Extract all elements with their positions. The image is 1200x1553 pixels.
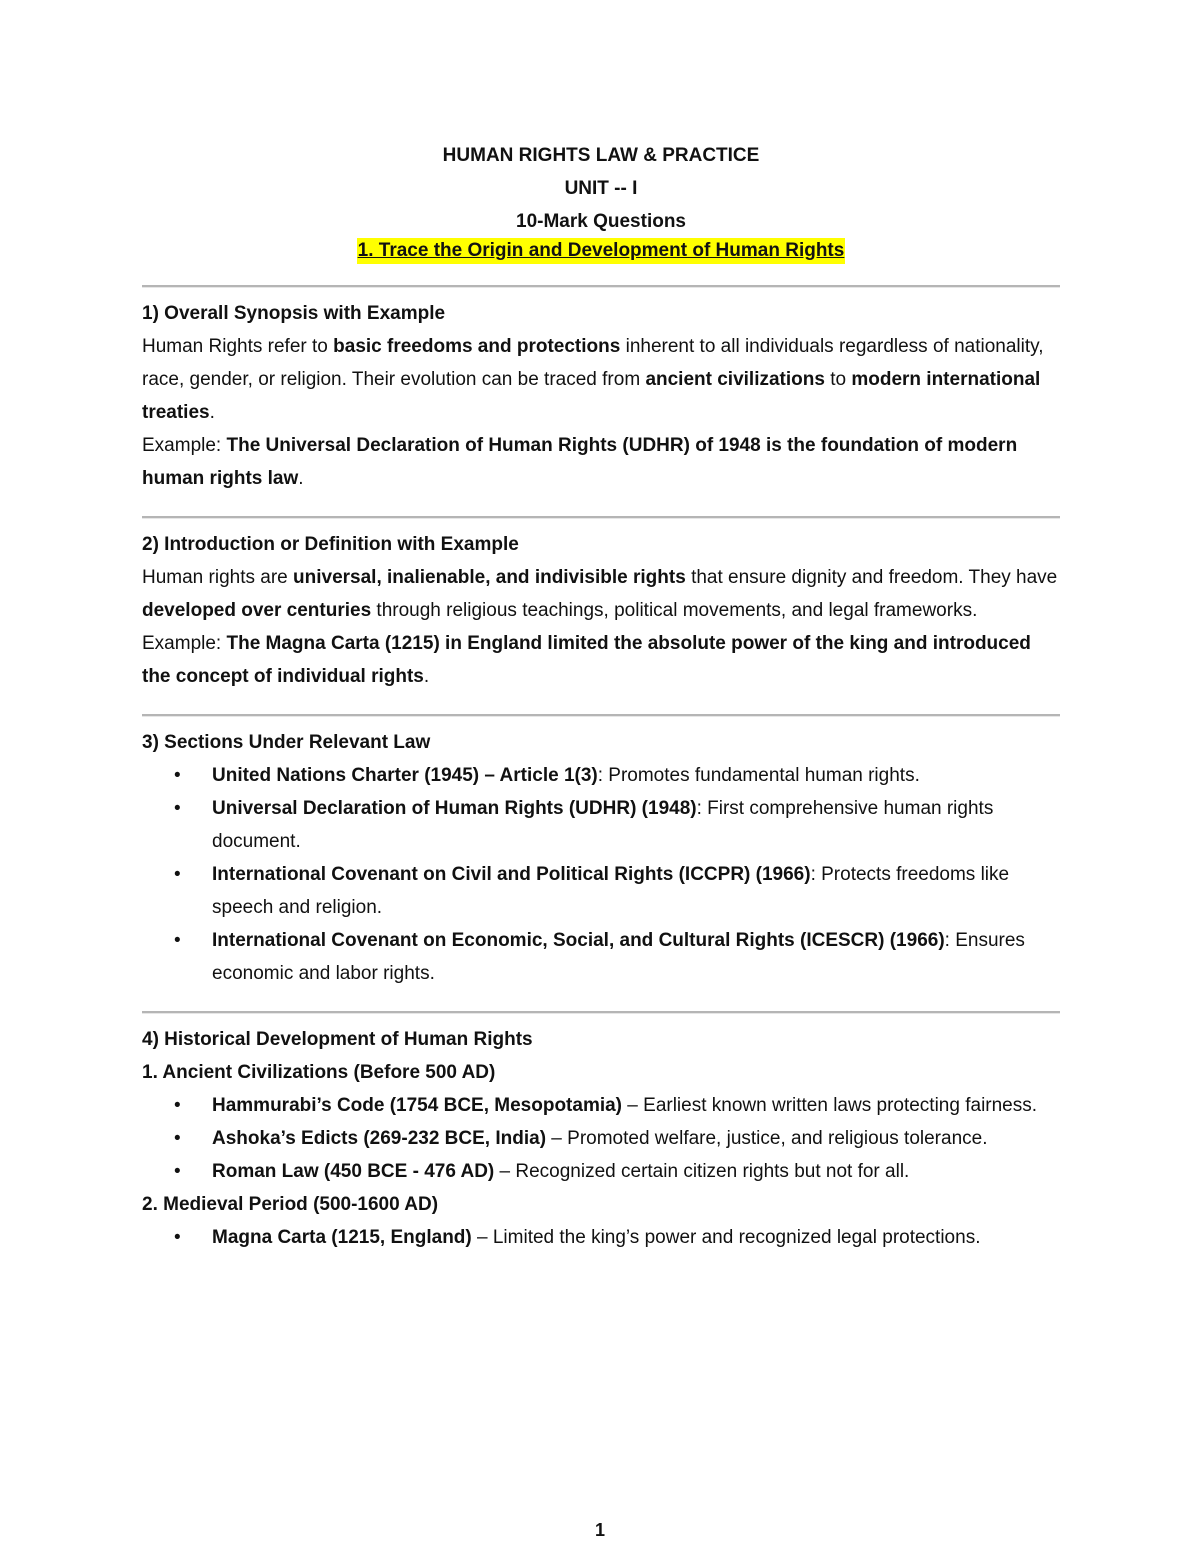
section-2-example bbox=[142, 627, 1060, 693]
medieval-list bbox=[142, 1221, 1060, 1254]
text-run: Human rights are bbox=[142, 567, 294, 588]
bold-run: Hammurabi’s Code (1754 BCE, Mesopotamia) bbox=[212, 1095, 623, 1116]
document-title: HUMAN RIGHTS LAW & PRACTICE bbox=[442, 145, 760, 166]
text-run: to bbox=[824, 369, 852, 390]
bold-run: developed over centuries bbox=[142, 600, 372, 621]
text-run: : Promotes fundamental human rights. bbox=[597, 765, 920, 786]
unit-label: UNIT -- I bbox=[564, 178, 638, 199]
bold-run: Magna Carta (1215, England) bbox=[212, 1227, 472, 1248]
section-1-example bbox=[142, 429, 1060, 495]
text-run: – Limited the king’s power and recognized legal protections. bbox=[471, 1227, 981, 1248]
page-number: 1 bbox=[594, 1520, 605, 1540]
document-subtitle: 10-Mark Questions bbox=[516, 211, 686, 232]
bold-run: modern international treaties bbox=[142, 369, 1041, 423]
text-run: – Earliest known written laws protecting fairness. bbox=[622, 1095, 1038, 1116]
subsection-ancient-heading: 1. Ancient Civilizations (Before 500 AD) bbox=[142, 1062, 496, 1083]
list-item bbox=[142, 759, 1060, 792]
section-2-heading: 2) Introduction or Definition with Example bbox=[142, 534, 519, 555]
bold-run: United Nations Charter (1945) – Article 1(3) bbox=[212, 765, 598, 786]
text-run: . bbox=[423, 666, 430, 687]
bold-run: ancient civilizations bbox=[645, 369, 825, 390]
bold-run: International Covenant on Economic, Social, and Cultural Rights (ICESCR) (1966) bbox=[212, 930, 945, 951]
list-item bbox=[142, 792, 1060, 858]
list-item bbox=[142, 1089, 1060, 1122]
example-text: The Universal Declaration of Human Rights (UDHR) of 1948 is the foundation of modern human rights law bbox=[142, 435, 1018, 489]
question-heading-row bbox=[142, 238, 1060, 271]
text-run: – Promoted welfare, justice, and religious tolerance. bbox=[546, 1128, 988, 1149]
list-item bbox=[142, 1155, 1060, 1188]
example-label: Example: bbox=[142, 435, 227, 456]
section-4-heading: 4) Historical Development of Human Rights bbox=[142, 1029, 533, 1050]
subsection-medieval-heading: 2. Medieval Period (500-1600 AD) bbox=[142, 1194, 439, 1215]
text-run: Human Rights refer to bbox=[142, 336, 334, 357]
question-title: 1. Trace the Origin and Development of Human Rights bbox=[357, 238, 846, 264]
list-item bbox=[142, 858, 1060, 924]
bold-run: universal, inalienable, and indivisible rights bbox=[293, 567, 686, 588]
text-run: that ensure dignity and freedom. They have bbox=[685, 567, 1058, 588]
text-run: . bbox=[209, 402, 215, 423]
bold-run: Universal Declaration of Human Rights (UDHR) (1948) bbox=[212, 798, 697, 819]
text-run: : Ensures economic and labor rights. bbox=[212, 930, 1025, 984]
text-run: : First comprehensive human rights document. bbox=[212, 798, 994, 852]
section-1-heading: 1) Overall Synopsis with Example bbox=[142, 303, 446, 324]
bold-run: International Covenant on Civil and Political Rights (ICCPR) (1966) bbox=[212, 864, 811, 885]
section-2-paragraph bbox=[142, 561, 1060, 627]
section-1-paragraph bbox=[142, 330, 1060, 429]
text-run: . bbox=[298, 468, 304, 489]
relevant-law-list bbox=[142, 759, 1060, 990]
bold-run: Roman Law (450 BCE - 476 AD) bbox=[212, 1161, 495, 1182]
text-run: inherent to all individuals regardless of nationality, race, gender, or religion. Their evolution can be traced from bbox=[142, 336, 1044, 390]
text-run: through religious teachings, political movements, and legal frameworks. bbox=[371, 600, 978, 621]
text-run: – Recognized certain citizen rights but not for all. bbox=[494, 1161, 910, 1182]
list-item bbox=[142, 924, 1060, 990]
bold-run: Ashoka’s Edicts (269-232 BCE, India) bbox=[212, 1128, 547, 1149]
list-item bbox=[142, 1122, 1060, 1155]
list-item bbox=[142, 1221, 1060, 1254]
bold-run: basic freedoms and protections bbox=[333, 336, 621, 357]
ancient-list bbox=[142, 1089, 1060, 1188]
document-page bbox=[142, 0, 1060, 1254]
example-text: The Magna Carta (1215) in England limited the absolute power of the king and introduced the concept of individual rights bbox=[142, 633, 1031, 687]
section-3-heading: 3) Sections Under Relevant Law bbox=[142, 732, 431, 753]
example-label: Example: bbox=[142, 633, 227, 654]
text-run: : Protects freedoms like speech and religion. bbox=[212, 864, 1010, 918]
